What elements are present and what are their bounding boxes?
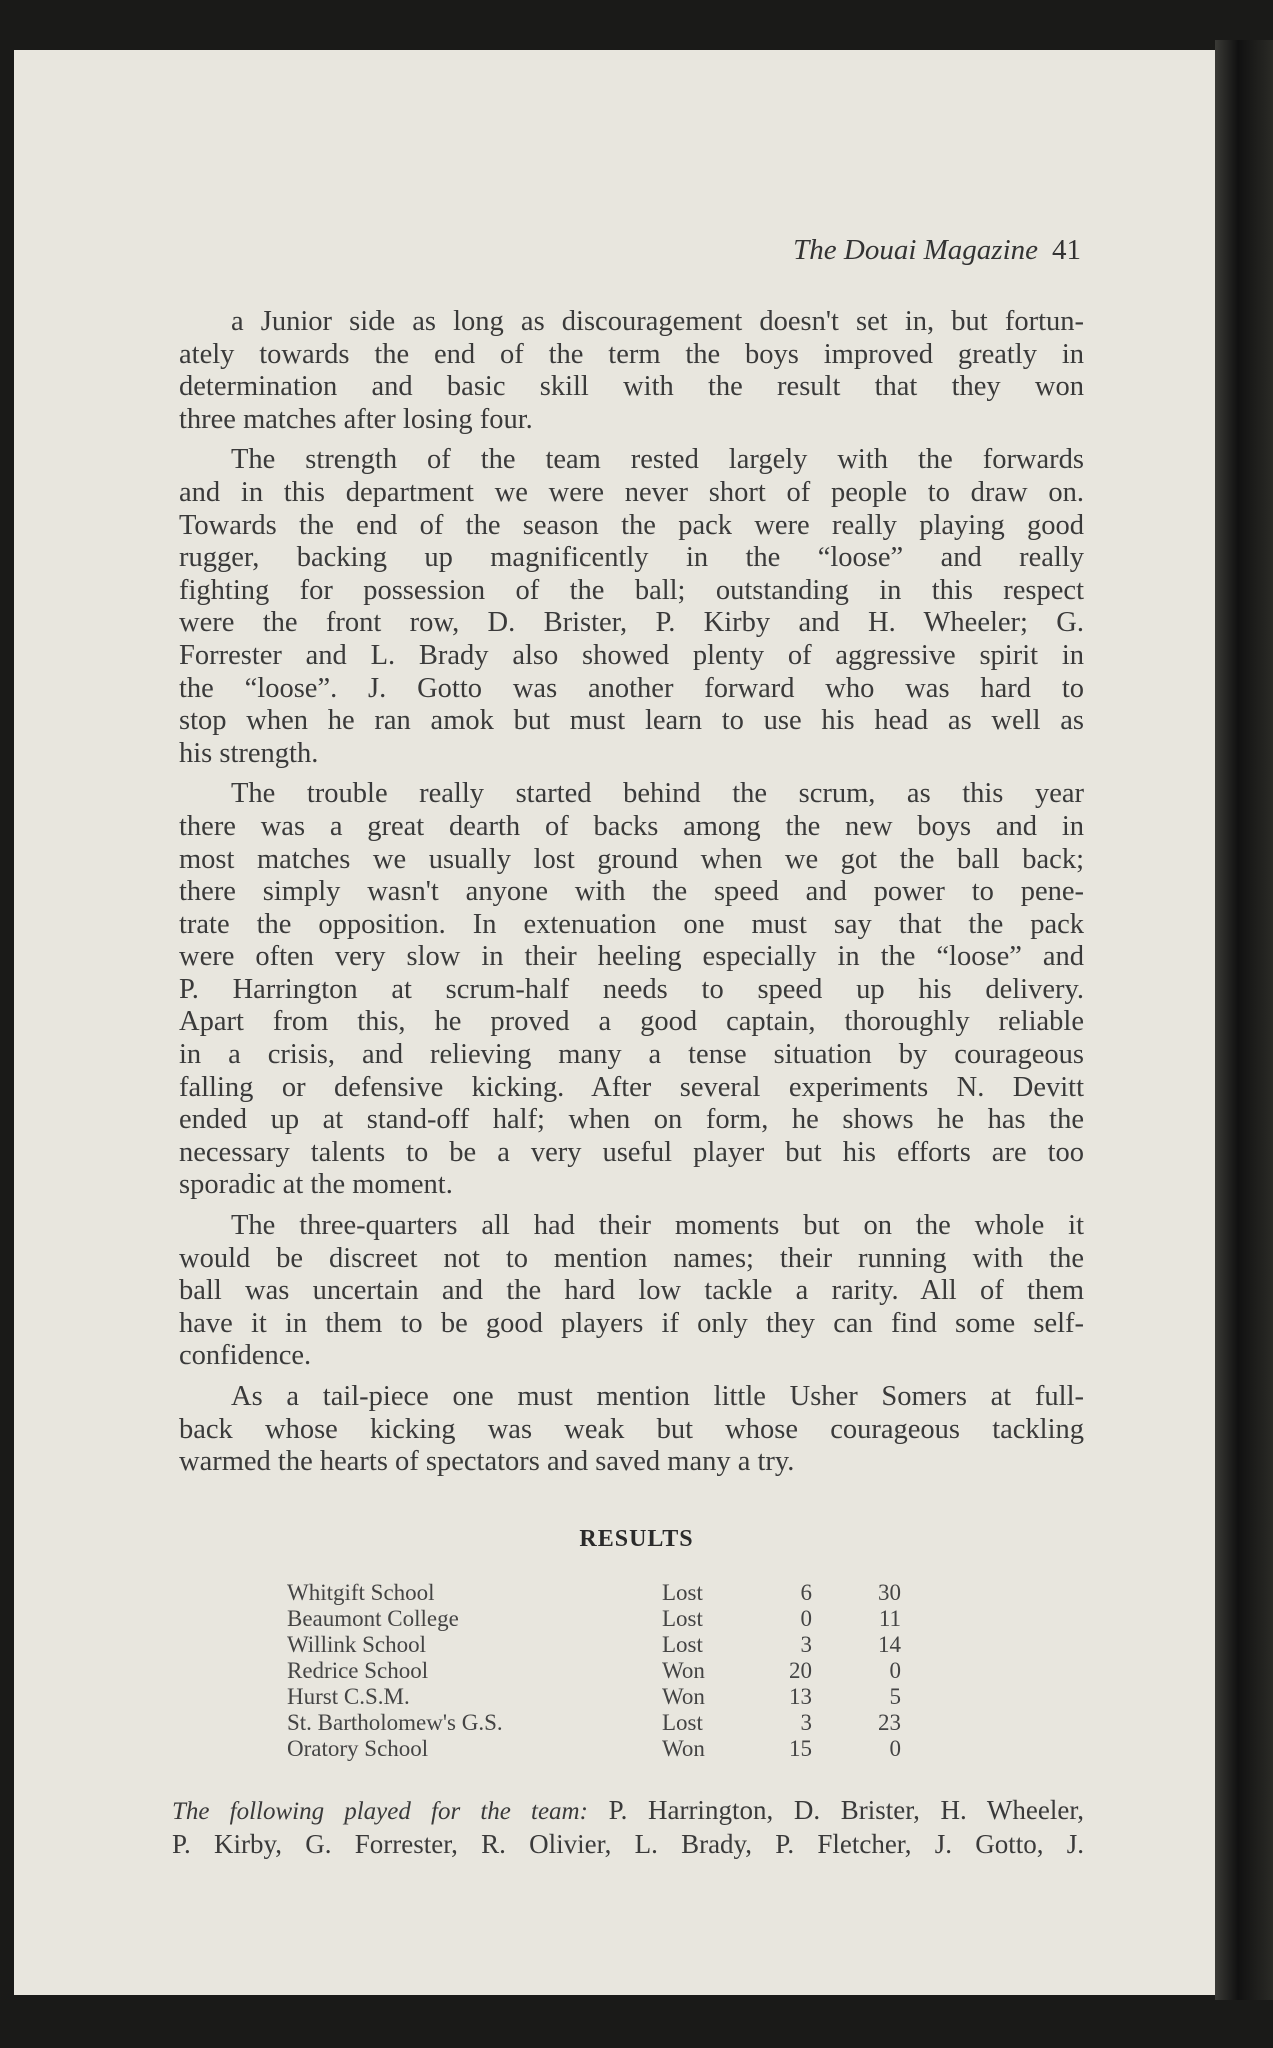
result-row [287,1684,927,1710]
text-line: Towards the end of the season the pack were really playing good [179,509,1084,541]
result-row [287,1632,927,1658]
text-line: a Junior side as long as discouragement doesn't set in, but fortun- [231,306,1084,337]
result-for: 13 [789,1684,812,1709]
result-for: 3 [800,1632,812,1657]
text-line: confidence. [179,1340,312,1372]
text-line: and in this department we were never short of people to draw on. [179,476,1084,508]
result-row [287,1658,927,1684]
result-row [287,1580,927,1606]
result-team: St. Bartholomew's G.S. [287,1710,503,1735]
text-line: were the front row, D. Brister, P. Kirby and H. Wheeler; G. [179,607,1084,639]
result-row [287,1710,927,1736]
text-line: P. Harrington at scrum-half needs to speed up his delivery. [179,973,1084,1005]
text-line: falling or defensive kicking. After several experiments N. Devitt [179,1071,1084,1103]
results-heading: RESULTS [579,1526,694,1552]
text-line: in a crisis, and relieving many a tense situation by courageous [179,1039,1084,1071]
running-header [793,234,1081,267]
text-line: ately towards the end of the term the boys improved greatly in [179,338,1084,370]
text-line: determination and basic skill with the result that they won [179,371,1084,403]
text-line: the “loose”. J. Gotto was another forward who was hard to [179,672,1084,704]
text-line: fighting for possession of the ball; outstanding in this respect [179,574,1084,606]
result-team: Oratory School [287,1736,429,1761]
result-against: 11 [878,1606,901,1631]
text-line: Apart from this, he proved a good captain, thoroughly reliable [179,1006,1084,1038]
text-line: back whose kicking was weak but whose courageous tackling [179,1413,1084,1445]
result-team: Whitgift School [287,1580,435,1605]
team-list-line: P. Kirby, G. Forrester, R. Olivier, L. Brady, P. Fletcher, J. Gotto, J. [172,1829,1084,1859]
text-line: The three-quarters all had their moments but on the whole it [231,1210,1084,1242]
text-line: ball was uncertain and the hard low tackle a rarity. All of them [179,1275,1084,1307]
text-line: were often very slow in their heeling especially in the “loose” and [179,941,1084,973]
result-result: Won [662,1658,705,1683]
results-table [287,1580,927,1762]
text-line: rugger, backing up magnificently in the “loose” and really [179,542,1084,574]
text-line: most matches we usually lost ground when we got the ball back; [179,843,1084,875]
result-against: 5 [889,1684,901,1709]
result-result: Lost [662,1710,703,1735]
paragraph [179,1210,1084,1373]
text-line: there simply wasn't anyone with the speed and power to pene- [179,876,1084,908]
result-row [287,1606,927,1632]
text-line: have it in them to be good players if only they can find some self- [179,1307,1084,1339]
text-line: there was a great dearth of backs among the new boys and in [179,810,1084,842]
result-result: Won [662,1736,705,1761]
text-line: three matches after losing four. [179,403,533,435]
team-list [172,1794,1084,1860]
result-for: 6 [800,1580,812,1605]
result-result: Lost [662,1632,703,1657]
paragraph [179,1381,1084,1479]
page-number: 41 [1052,234,1081,266]
result-team: Willink School [287,1632,426,1657]
result-for: 15 [789,1736,812,1761]
result-against: 14 [878,1632,901,1657]
text-line: warmed the hearts of spectators and saved many a try. [179,1446,795,1478]
text-line: necessary talents to be a very useful player but his efforts are too [179,1136,1084,1168]
result-result: Won [662,1684,705,1709]
result-for: 0 [800,1606,812,1631]
text-line: would be discreet not to mention names; their running with the [179,1242,1084,1274]
text-line: The trouble really started behind the scrum, as this year [231,778,1084,810]
result-for: 20 [789,1658,812,1683]
book-binding [1215,40,1273,2000]
result-team: Beaumont College [287,1606,459,1631]
result-result: Lost [662,1580,703,1605]
article-body [179,306,1084,1487]
magazine-title: The Douai Magazine [793,234,1038,266]
text-line: stop when he ran amok but must learn to use his head as well as [179,705,1084,737]
result-against: 0 [889,1736,901,1761]
text-line: trate the opposition. In extenuation one must say that the pack [179,908,1084,940]
text-line: Forrester and L. Brady also showed plenty of aggressive spirit in [179,639,1084,671]
paragraph [179,778,1084,1202]
text-line: As a tail-piece one must mention little Usher Somers at full- [231,1381,1084,1412]
result-team: Redrice School [287,1658,429,1683]
result-for: 3 [800,1710,812,1735]
text-line: The strength of the team rested largely with the forwards [231,444,1084,476]
paragraph [179,306,1084,436]
team-list-line: P. Harrington, D. Brister, H. Wheeler, [608,1795,1084,1825]
result-against: 30 [878,1580,901,1605]
text-line: sporadic at the moment. [179,1169,453,1201]
text-line: his strength. [179,737,319,769]
result-result: Lost [662,1606,703,1631]
text-line: ended up at stand-off half; when on form, he shows he has the [179,1104,1084,1136]
result-against: 23 [878,1710,901,1735]
result-against: 0 [889,1658,901,1683]
result-team: Hurst C.S.M. [287,1684,410,1709]
paragraph [179,444,1084,770]
team-list-intro: The following played for the team: [172,1798,588,1825]
result-row [287,1736,927,1762]
